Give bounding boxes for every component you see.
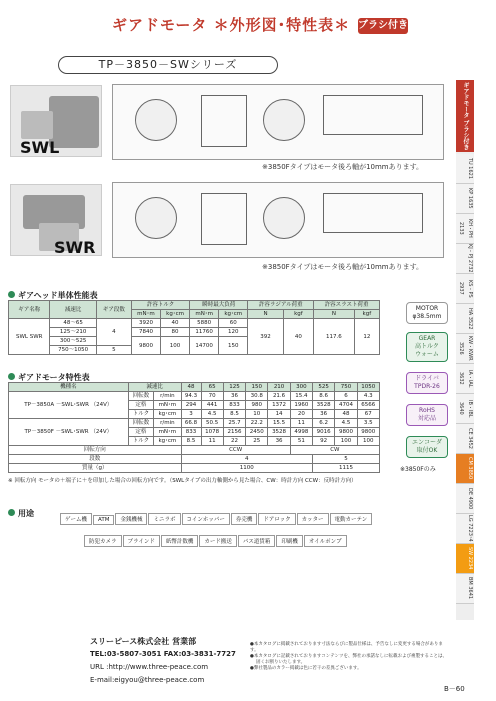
usage-tag: 券売機 <box>231 513 258 525</box>
gear-head-table: ギア名称 減速比 ギア段数 許容トルク 瞬時最大負荷 許容ラジアル荷重 許容スラスト荷重 mN･m kg･cm mN･m kg･cm N kgf N kgf SWL SWR 48～65 4 3920 40 5880 60 392 40 117.6 12 125～210 7840 80 11760 120 300～525 9800 100 14700 150 750～1050 5 <box>8 300 380 355</box>
usage-tag: コインホッパー <box>182 513 230 525</box>
usage-tag: カード搬送 <box>199 535 237 547</box>
encoder-note: ※3850Fのみ <box>400 466 436 473</box>
motor-tag: MOTOR φ38.5mm <box>406 302 448 324</box>
usage-tag: 電動カーテン <box>330 513 373 525</box>
swl-note: ※3850Fタイプはモータ後ろ軸が10mmあります。 <box>262 163 424 171</box>
footer-notes: ●本カタログに掲載されております寸法ならびに製品仕様は、予告なしに変更する場合があります。 ●本カタログに記載されておりますコンテンツを、弊社の承諾なしに転載および複製することは、 固くお断りいたします。 ●弊社製品のカラー掲載は色に若干の差異ございます。 <box>250 642 447 671</box>
sidebar-item[interactable]: TU 1621 <box>456 154 474 184</box>
company-tel: TEL:03-5807-3051 FAX:03-3831-7727 <box>90 650 236 658</box>
geared-motor-table: 機種名 減速比 48 65 125 150 210 300 525 750 1050 TP－3850A －SWL･SWR （24V） 回転数 r/min 94.3 70 36 30.8 21.6 15.4 8.6 6 4.3 定格 mN･m 294 441 833 980 1372 1960 3528 4704 6566 トルク kg･cm 3 4.5 8.5 10 14 20 36 48 67 TP－3850F －SWL･SWR （24V） 回転数 r/min 66.8 50.5 25.7 22.2 15.5 11 6.2 4.5 3.5 定格 mN･m 833 1078 2156 2450 3528 4998 9016 9800 9800 トルク kg･cm 8.5 11 22 25 36 51 92 100 100 回転方向 CCW CW 段数 4 5 質量（g） 1100 1115 <box>8 382 380 473</box>
usage-tag: 金銭機械 <box>115 513 147 525</box>
sidebar-item[interactable]: HA 3522 <box>456 304 474 334</box>
usage-tag: オイルポンプ <box>304 535 347 547</box>
usage-tag: 紙幣計数機 <box>161 535 199 547</box>
company-email[interactable]: E-mail:eigyou@three-peace.com <box>90 676 205 684</box>
series-title: TP－3850－SWシリーズ <box>58 56 278 74</box>
gear-head-heading: ギアヘッド単体性能表 <box>8 290 98 301</box>
swl-label: SWL <box>20 138 60 157</box>
usage-tag: ゲーム機 <box>60 513 92 525</box>
swl-drawing <box>112 84 444 160</box>
sidebar-item[interactable]: KS・PS 2937 <box>456 274 474 304</box>
usage-heading: 用途 <box>8 508 34 519</box>
sidebar-items <box>456 154 474 604</box>
sidebar-item-active[interactable]: CM 3850 <box>456 454 474 484</box>
geared-motor-heading: ギアドモータ特性表 <box>8 372 90 383</box>
company-name: スリーピース株式会社 営業部 <box>90 637 197 646</box>
sidebar-item-sw[interactable]: SW 2234 <box>456 544 474 574</box>
sidebar-item[interactable]: IB・IBL 3640 <box>456 394 474 424</box>
usage-tag: ドアロック <box>258 513 295 525</box>
usage-tag: カッター <box>297 513 329 525</box>
page-title: ギアドモータ ＊外形図･特性表＊ <box>112 16 351 34</box>
usage-tag: ミニラボ <box>148 513 180 525</box>
sidebar-item[interactable]: KH・PH 2133 <box>456 214 474 244</box>
swr-drawing <box>112 182 444 258</box>
swr-label: SWR <box>54 238 96 257</box>
swr-note: ※3850Fタイプはモータ後ろ軸が10mmあります。 <box>262 263 424 271</box>
sidebar-category: ギアドモータ ブラシ付き <box>456 80 474 152</box>
sidebar-item[interactable]: KW・KWR 3526 <box>456 334 474 364</box>
sidebar-item[interactable]: KJ・PJ 2732 <box>456 244 474 274</box>
gear-tag: GEAR 高トルク ウォーム <box>406 332 448 362</box>
sidebar-item[interactable]: IA・IAL 3632 <box>456 364 474 394</box>
usage-tag: ブラインド <box>123 535 160 547</box>
driver-tag: ドライバ TPDR-26 <box>406 372 448 394</box>
usage-tag: 印刷機 <box>276 535 303 547</box>
encoder-tag: エンコーダ 取付OK <box>406 436 448 458</box>
usage-tag: パス道賃箱 <box>238 535 276 547</box>
rohs-tag: RoHS 対応品 <box>406 404 448 426</box>
brush-badge: ブラシ付き <box>358 18 408 34</box>
company-url[interactable]: URL :http://www.three-peace.com <box>90 663 209 671</box>
usage-tags <box>60 506 450 550</box>
page-number: B－60 <box>444 685 465 693</box>
usage-tag: ATM <box>93 515 114 525</box>
sidebar-item[interactable]: BM 3641 <box>456 574 474 604</box>
sidebar-item[interactable]: KP 1635 <box>456 184 474 214</box>
rotation-footnote: ※ 回転方向 モータの＋端子に＋を印加した場合の回転方向です。（SWLタイプの出力軸側から見た場合、CW：時計方向 CCW：反時計方向） <box>8 478 357 484</box>
usage-tag: 防犯カメラ <box>84 535 122 547</box>
sidebar-item[interactable]: DE 4900 <box>456 484 474 514</box>
sidebar-item[interactable]: LG 7223･4 <box>456 514 474 544</box>
sidebar-item[interactable]: CE 3452 <box>456 424 474 454</box>
